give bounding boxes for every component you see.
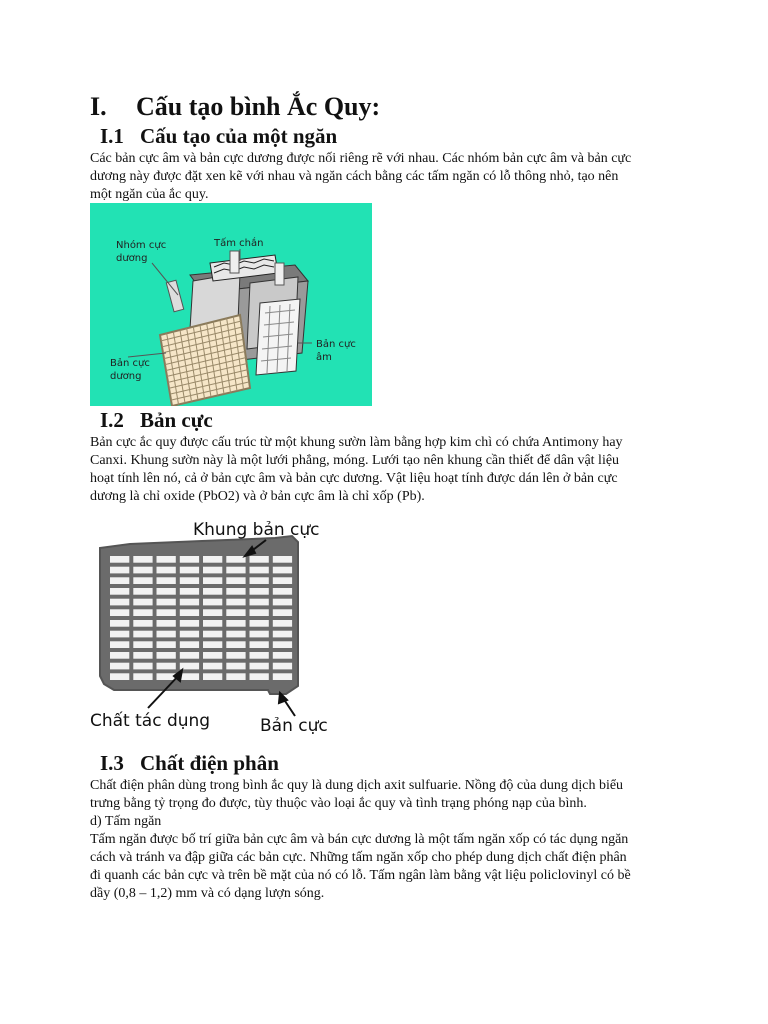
grid-cell xyxy=(157,609,176,616)
grid-cell xyxy=(133,609,152,616)
grid-cell xyxy=(226,620,245,627)
grid-cell xyxy=(157,577,176,584)
paragraph-line: dương là chỉ oxide (PbO2) và ở bản cực âm là chỉ xốp (Pb). xyxy=(90,489,425,504)
grid-cell xyxy=(273,652,292,659)
grid-cell xyxy=(180,567,199,574)
grid-cell xyxy=(273,641,292,648)
grid-cell xyxy=(180,652,199,659)
grid-cell xyxy=(273,620,292,627)
grid-cell xyxy=(203,620,222,627)
grid-cell xyxy=(110,641,129,648)
grid-cell xyxy=(226,588,245,595)
grid-cell xyxy=(157,641,176,648)
section-2-heading xyxy=(100,408,213,433)
grid-cell xyxy=(273,663,292,670)
grid-cell xyxy=(226,599,245,606)
grid-cell xyxy=(226,609,245,616)
grid-cell xyxy=(110,673,129,680)
grid-cell xyxy=(250,620,269,627)
grid-cell xyxy=(273,577,292,584)
label-positive-line1: Bản cực xyxy=(110,358,150,369)
paragraph-line: một ngăn của ắc quy. xyxy=(90,187,209,202)
grid-cell xyxy=(180,577,199,584)
grid-cell xyxy=(203,588,222,595)
section-1-heading xyxy=(100,124,337,149)
grid-cell xyxy=(203,652,222,659)
section-3-heading xyxy=(100,751,279,776)
paragraph-line: Tấm ngăn được bố trí giữa bản cực âm và bán cực dương là một tấm ngăn xốp có tác dụng ngăn xyxy=(90,832,629,847)
grid-cell xyxy=(110,631,129,638)
label-positive-line2: dương xyxy=(110,371,142,382)
grid-cell xyxy=(110,567,129,574)
grid-cell xyxy=(226,652,245,659)
grid-cell xyxy=(157,673,176,680)
grid-cell xyxy=(110,620,129,627)
section-1-title: Cấu tạo của một ngăn xyxy=(140,124,338,148)
grid-cell xyxy=(180,588,199,595)
grid-cell xyxy=(133,631,152,638)
paragraph-line: trưng bằng tỷ trọng đo được, tùy thuộc vào loại ắc quy và tình trạng phóng nạp của bình. xyxy=(90,796,587,811)
grid-cell xyxy=(157,556,176,563)
grid-cell xyxy=(203,673,222,680)
paragraph-line: hoạt tính lên nó, cả ở bản cực âm và bản cực dương. Vật liệu hoạt tính được dán lên ở bản cực xyxy=(90,471,618,486)
section-3-number: I.3 xyxy=(100,751,124,775)
grid-cell xyxy=(203,609,222,616)
grid-cell xyxy=(250,577,269,584)
grid-cell xyxy=(180,609,199,616)
grid-cell xyxy=(180,620,199,627)
grid-cell xyxy=(157,599,176,606)
grid-cell xyxy=(273,631,292,638)
grid-cell xyxy=(250,609,269,616)
heading-number: I. xyxy=(90,92,107,121)
main-heading xyxy=(90,92,380,122)
section-3-title: Chất điện phân xyxy=(140,751,279,775)
grid-cell xyxy=(157,663,176,670)
paragraph-line: đi quanh các bản cực và trên bề mặt của nó có lỗ. Tấm ngân làm bằng vật liệu policlovinyl có bề xyxy=(90,868,631,883)
grid-cell xyxy=(226,567,245,574)
grid-cell xyxy=(203,577,222,584)
grid-cell xyxy=(133,620,152,627)
grid-cell xyxy=(273,609,292,616)
section-1-number: I.1 xyxy=(100,124,124,148)
grid-cell xyxy=(180,556,199,563)
grid-cell xyxy=(157,588,176,595)
grid-cell xyxy=(250,652,269,659)
grid-cell xyxy=(226,556,245,563)
label-active-material: Chất tác dụng xyxy=(90,711,211,731)
grid-cell xyxy=(157,652,176,659)
grid-cell xyxy=(203,599,222,606)
grid-cell xyxy=(273,556,292,563)
paragraph-line: Bản cực ắc quy được cấu trúc từ một khung sườn làm bằng hợp kim chì có chứa Antimony hay xyxy=(90,435,623,450)
grid-cell xyxy=(110,663,129,670)
grid-cell xyxy=(110,652,129,659)
grid-cell xyxy=(180,599,199,606)
grid-cell xyxy=(273,673,292,680)
section-2-number: I.2 xyxy=(100,408,124,432)
grid-cell xyxy=(203,641,222,648)
section-2-paragraph xyxy=(90,434,680,506)
negative-plate xyxy=(256,299,300,375)
label-frame: Khung bản cực xyxy=(193,520,320,540)
grid-cell xyxy=(250,599,269,606)
grid-cell xyxy=(250,663,269,670)
heading-text: Cấu tạo bình Ắc Quy: xyxy=(136,92,381,121)
grid-cell xyxy=(180,631,199,638)
grid-cell xyxy=(180,641,199,648)
section-3-paragraph xyxy=(90,777,680,903)
grid-cell xyxy=(133,673,152,680)
paragraph-line: d) Tấm ngăn xyxy=(90,814,162,829)
grid-cell xyxy=(250,567,269,574)
battery-cell-figure xyxy=(90,203,372,406)
grid-cell xyxy=(157,620,176,627)
grid-cell xyxy=(133,588,152,595)
grid-cell xyxy=(273,599,292,606)
section-2-title: Bản cực xyxy=(140,408,213,432)
section-1-paragraph xyxy=(90,150,680,204)
grid-cell xyxy=(133,599,152,606)
grid-cell xyxy=(157,631,176,638)
grid-cell xyxy=(273,588,292,595)
grid-cell xyxy=(203,663,222,670)
grid-cell xyxy=(110,609,129,616)
grid-cell xyxy=(133,556,152,563)
paragraph-line: dầy (0,8 – 1,2) mm và có dạng lượn sóng. xyxy=(90,886,325,901)
grid-cell xyxy=(133,567,152,574)
label-separator: Tấm chắn xyxy=(214,238,264,249)
grid-cell xyxy=(110,577,129,584)
grid-cell xyxy=(273,567,292,574)
paragraph-line: Các bản cực âm và bản cực dương được nối riêng rẽ với nhau. Các nhóm bản cực âm và bản cực xyxy=(90,151,632,166)
paragraph-line: cách và tránh va đập giữa các bản cực. Những tấm ngăn xốp cho phép dung dịch chất điện phân xyxy=(90,850,627,865)
grid-cell xyxy=(133,663,152,670)
grid-cell xyxy=(250,556,269,563)
grid-cell xyxy=(157,567,176,574)
label-plate: Bản cực xyxy=(260,716,328,736)
grid-cell xyxy=(110,599,129,606)
grid-cell xyxy=(133,641,152,648)
paragraph-line: Canxi. Khung sườn này là một lưới phẳng, móng. Lưới tạo nên khung cần thiết để dân vật liệu xyxy=(90,453,620,468)
plate-grid-figure xyxy=(90,508,374,746)
grid-cell xyxy=(110,588,129,595)
grid-cell xyxy=(250,588,269,595)
label-negative-line1: Bản cực xyxy=(316,339,356,350)
grid-cell xyxy=(226,631,245,638)
grid-cell xyxy=(133,577,152,584)
grid-cell xyxy=(226,673,245,680)
grid-cell xyxy=(133,652,152,659)
label-group-line2: dương xyxy=(116,253,148,264)
grid-cell xyxy=(203,631,222,638)
label-group-line1: Nhóm cực xyxy=(116,240,167,251)
grid-cell xyxy=(250,631,269,638)
grid-cell xyxy=(203,556,222,563)
paragraph-line: dương này được đặt xen kẽ với nhau và ngăn cách bằng các tấm ngăn có lỗ thông nhỏ, tạo nên xyxy=(90,169,619,184)
grid-cell xyxy=(226,641,245,648)
grid-cell xyxy=(203,567,222,574)
grid-cell xyxy=(250,641,269,648)
grid-cell xyxy=(180,673,199,680)
grid-cell xyxy=(226,663,245,670)
label-negative-line2: âm xyxy=(316,352,332,363)
grid-cell xyxy=(226,577,245,584)
grid-cell xyxy=(110,556,129,563)
grid-cell xyxy=(250,673,269,680)
paragraph-line: Chất điện phân dùng trong bình ắc quy là dung dịch axit sulfuarie. Nồng độ của dung dịch biểu xyxy=(90,778,624,793)
